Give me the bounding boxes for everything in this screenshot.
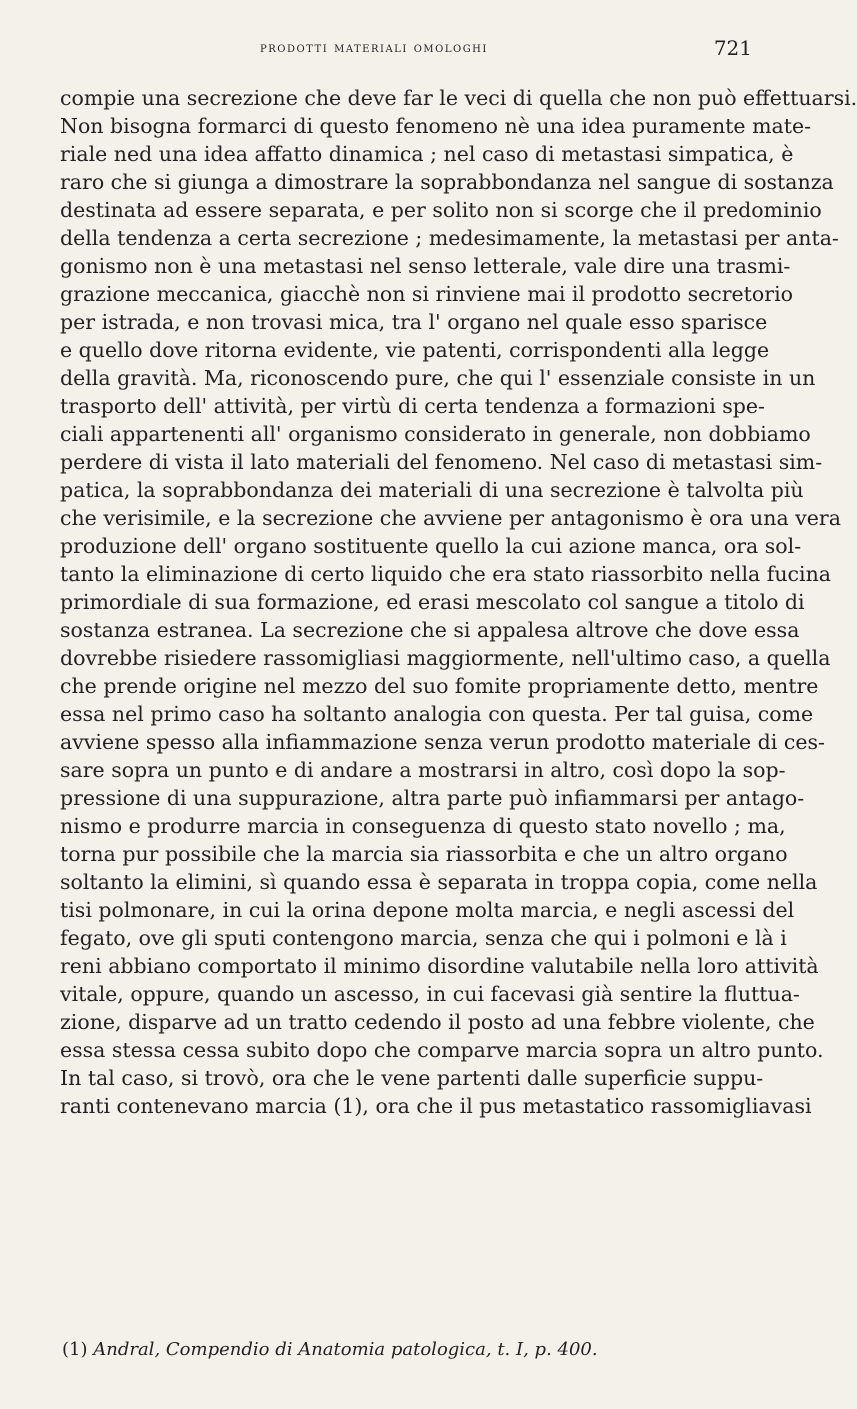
text-line: vitale, oppure, quando un ascesso, in cui facevasi già sentire la fluttua- (60, 982, 800, 1006)
text-line: gonismo non è una metastasi nel senso letterale, vale dire una trasmi- (60, 254, 791, 278)
running-header (60, 34, 760, 64)
footnote (62, 1337, 762, 1363)
footnote-work: Compendio di Anatomia patologica, t. I, p. 400. (165, 1339, 598, 1360)
body-text (60, 84, 857, 1120)
text-line: e quello dove ritorna evidente, vie patenti, corrispondenti alla legge (60, 338, 770, 362)
text-line: nismo e produrre marcia in conseguenza di questo stato novello ; ma, (60, 814, 786, 838)
footnote-author: Andral, (93, 1339, 161, 1360)
text-line: ciali appartenenti all' organismo considerato in generale, non dobbiamo (60, 422, 811, 446)
text-line: sostanza estranea. La secrezione che si appalesa altrove che dove essa (60, 618, 800, 642)
text-line: pressione di una suppurazione, altra parte può infiammarsi per antago- (60, 786, 805, 810)
text-line: raro che si giunga a dimostrare la soprabbondanza nel sangue di sostanza (60, 170, 834, 194)
text-line: primordiale di sua formazione, ed erasi mescolato col sangue a titolo di (60, 590, 805, 614)
text-line: per istrada, e non trovasi mica, tra l' organo nel quale esso sparisce (60, 310, 768, 334)
text-line: che prende origine nel mezzo del suo fomite propriamente detto, mentre (60, 674, 819, 698)
text-line: torna pur possibile che la marcia sia riassorbita e che un altro organo (60, 842, 788, 866)
text-line: destinata ad essere separata, e per solito non si scorge che il predominio (60, 198, 822, 222)
text-line: trasporto dell' attività, per virtù di certa tendenza a formazioni spe- (60, 394, 765, 418)
text-line: soltanto la elimini, sì quando essa è separata in troppa copia, come nella (60, 870, 818, 894)
text-line: reni abbiano comportato il minimo disordine valutabile nella loro attività (60, 954, 819, 978)
text-line: compie una secrezione che deve far le veci di quella che non può effettuarsi. (60, 86, 857, 110)
text-line: della gravità. Ma, riconoscendo pure, che qui l' essenziale consiste in un (60, 366, 816, 390)
text-line: che verisimile, e la secrezione che avviene per antagonismo è ora una vera (60, 506, 841, 530)
text-line: sare sopra un punto e di andare a mostrarsi in altro, così dopo la sop- (60, 758, 786, 782)
text-line: fegato, ove gli sputi contengono marcia, senza che qui i polmoni e là i (60, 926, 787, 950)
text-line: essa stessa cessa subito dopo che comparve marcia sopra un altro punto. (60, 1038, 824, 1062)
text-line: ranti contenevano marcia (1), ora che il pus metastatico rassomigliavasi (60, 1094, 812, 1118)
text-line: avviene spesso alla infiammazione senza verun prodotto materiale di ces- (60, 730, 825, 754)
text-line: riale ned una idea affatto dinamica ; nel caso di metastasi simpatica, è (60, 142, 794, 166)
page-number: 721 (713, 36, 752, 60)
text-line: Non bisogna formarci di questo fenomeno nè una idea puramente mate- (60, 114, 812, 138)
text-line: patica, la soprabbondanza dei materiali di una secrezione è talvolta più (60, 478, 804, 502)
running-title: prodotti materiali omologhi (260, 40, 488, 56)
text-line: essa nel primo caso ha soltanto analogia con questa. Per tal guisa, come (60, 702, 814, 726)
text-line: perdere di vista il lato materiali del fenomeno. Nel caso di metastasi sim- (60, 450, 823, 474)
text-line: tisi polmonare, in cui la orina depone molta marcia, e negli ascessi del (60, 898, 795, 922)
text-line: In tal caso, si trovò, ora che le vene partenti dalle superficie suppu- (60, 1066, 764, 1090)
text-line: della tendenza a certa secrezione ; medesimamente, la metastasi per anta- (60, 226, 839, 250)
text-line: dovrebbe risiedere rassomigliasi maggiormente, nell'ultimo caso, a quella (60, 646, 831, 670)
text-line: grazione meccanica, giacchè non si rinviene mai il prodotto secretorio (60, 282, 793, 306)
text-line: zione, disparve ad un tratto cedendo il posto ad una febbre violente, che (60, 1010, 815, 1034)
footnote-marker: (1) (62, 1339, 88, 1360)
book-page (60, 20, 857, 1390)
text-line: produzione dell' organo sostituente quello la cui azione manca, ora sol- (60, 534, 802, 558)
text-line: tanto la eliminazione di certo liquido che era stato riassorbito nella fucina (60, 562, 832, 586)
